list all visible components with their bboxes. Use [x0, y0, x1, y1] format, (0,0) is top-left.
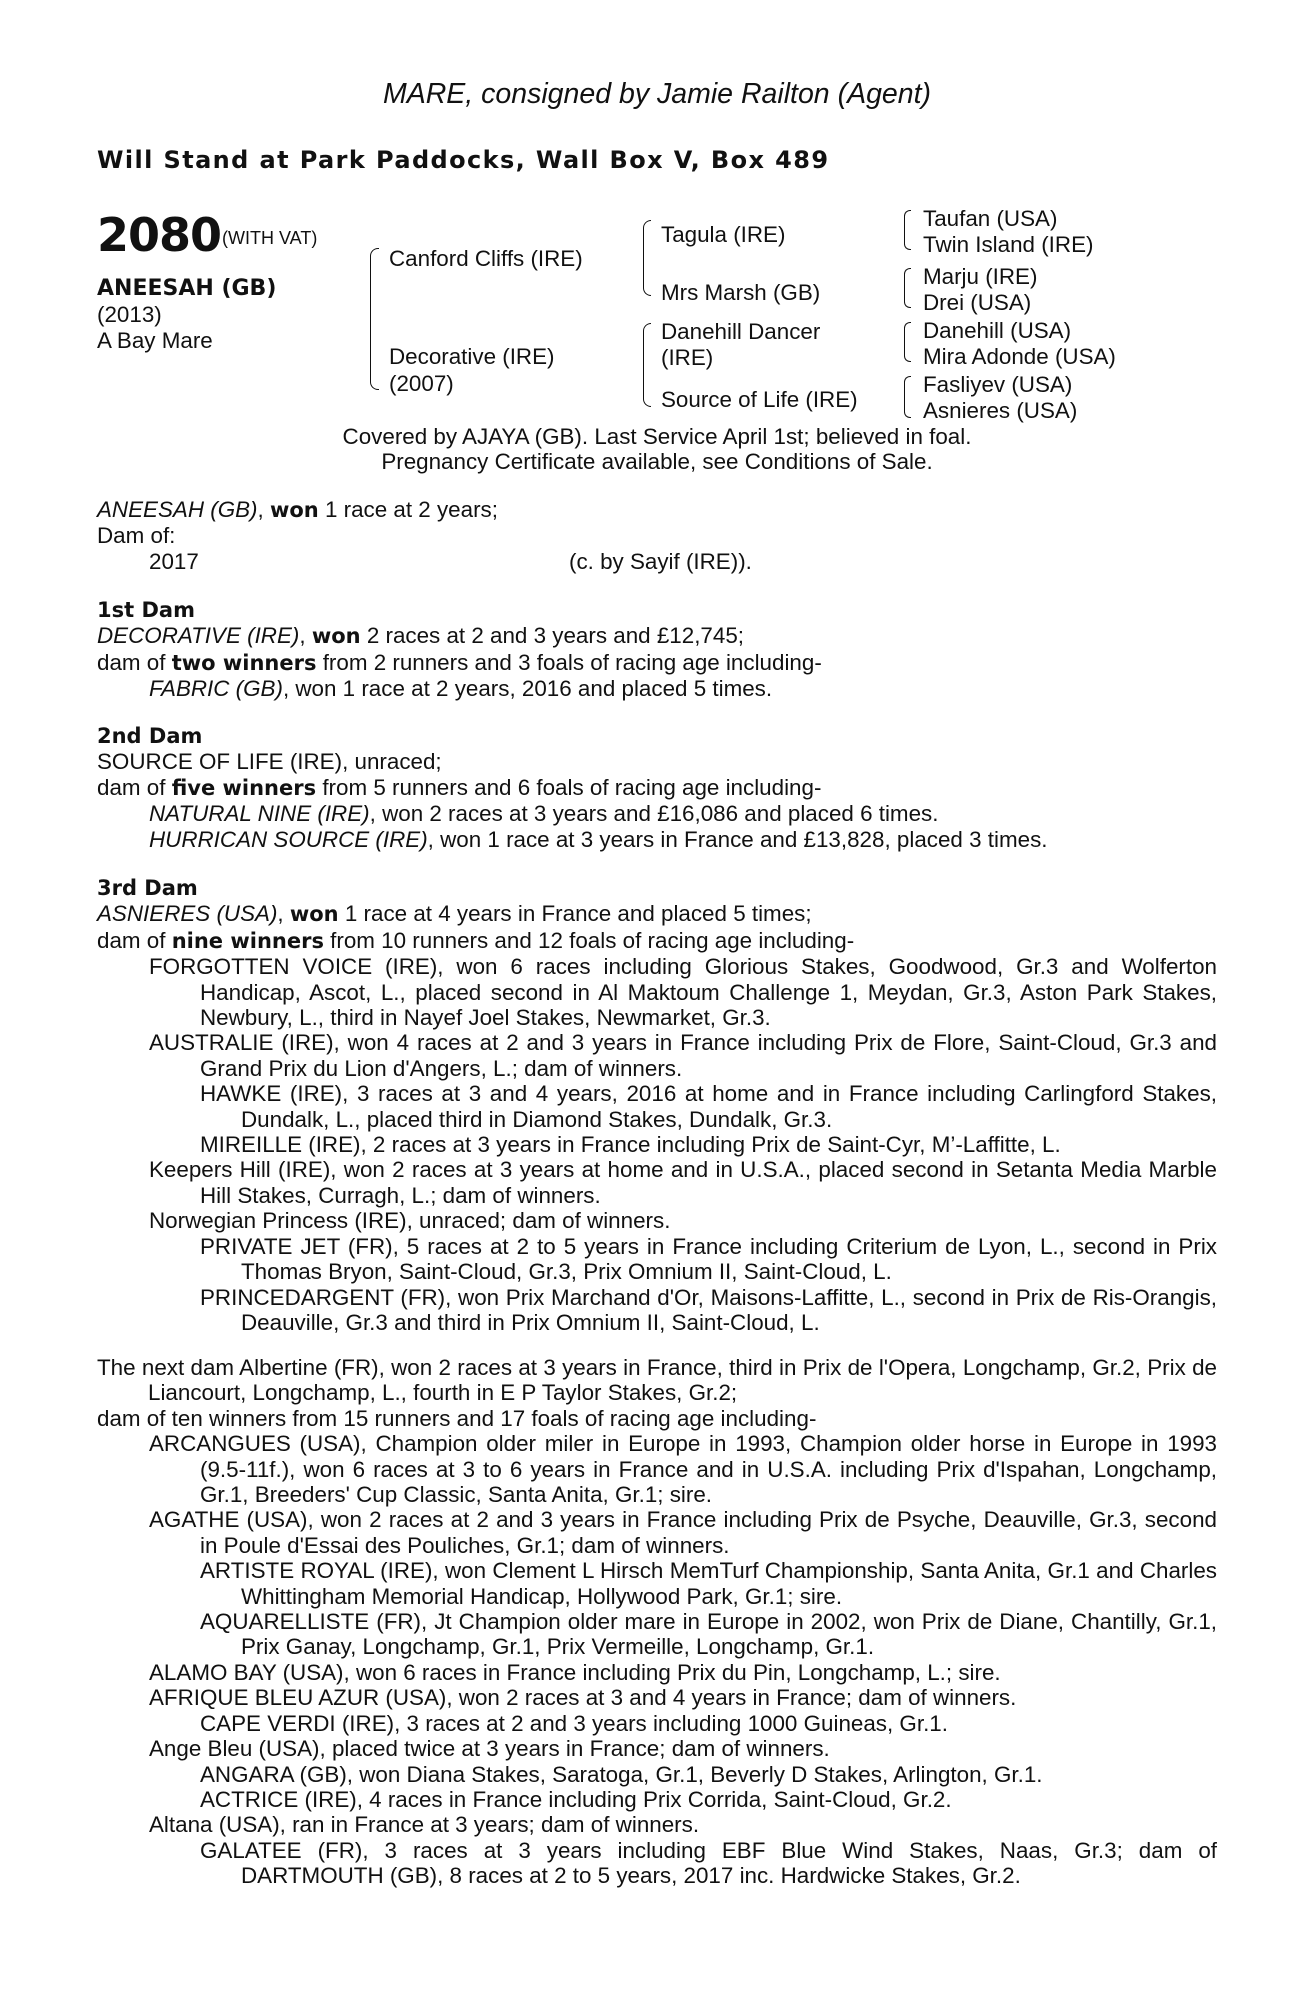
first-dam-runner-text: , won 1 race at 2 years, 2016 and placed 5 times.: [282, 676, 773, 702]
next-dam-runner-5: ALAMO BAY (USA), won 6 races in France including Prix du Pin, Longchamp, L.; sire.: [149, 1659, 1001, 1685]
sire-sire-sire: Taufan (USA): [923, 206, 1058, 231]
third-dam-name: ASNIERES (USA): [97, 901, 278, 927]
second-dam-winners: five winners: [171, 775, 317, 800]
dam-sire-line1: Danehill Dancer: [661, 319, 821, 344]
third-dam-section: 3rd Dam ASNIERES (USA), won 1 race at 4 years in France and placed 5 times; dam of nine winners from 10 runners and 12 foals of racing age including- FORGOTTEN VOICE (IRE), won 6 races including Glorious Stakes, Goodwood, Gr.3 and Wolferton Handicap, Ascot, L., placed second in Al Maktoum Challenge 1, Meydan, Gr.3, Aston Park Stakes, Newbury, L., third in Nayef Joel Stakes, Newmarket, Gr.3. AUSTRALIE (IRE), won 4 races at 2 and 3 years in France including Prix de Flore, Saint-Cloud, Gr.3 and Grand Prix du Lion d'Angers, L.; dam of winners. HAWKE (IRE), 3 races at 3 and 4 years, 2016 at home and in France including Carlingford Stakes, Dundalk, L., placed third in Diamond Stakes, Dundalk, Gr.3. MIREILLE (IRE), 2 races at 3 years in France including Prix de Saint-Cyr, M’-Laffitte, L. Keepers Hill (IRE), won 2 races at 3 years at home and in U.S.A., placed second in Setanta Media Marble Hill Stakes, Curragh, L.; dam of winners. Norwegian Princess (IRE), unraced; dam of winners. PRIVATE JET (FR), 5 races at 2 to 5 years in France including Criterium de Lyon, L., second in Prix Thomas Bryon, Saint-Cloud, Gr.3, Prix Omnium II, Saint-Cloud, L. PRINCEDARGENT (FR), won Prix Marchand d'Or, Maisons-Laffitte, L., second in Prix de Ris-Orangis, Deauville, Gr.3 and third in Prix Omnium II, Saint-Cloud, L.: [97, 876, 1217, 1335]
second-dam-pre: dam of: [97, 774, 172, 800]
second-dam-runner1-name: NATURAL NINE (IRE): [149, 801, 370, 827]
dam-dam: Source of Life (IRE): [661, 387, 858, 412]
stand-location: Will Stand at Park Paddocks, Wall Box V, Box 489: [97, 146, 830, 174]
horse-name: ANEESAH (GB): [97, 276, 277, 301]
produce-won: won: [269, 498, 319, 522]
sire-dam-sire: Marju (IRE): [923, 264, 1038, 289]
first-dam-pre: dam of: [97, 649, 172, 675]
first-dam-runner-name: FABRIC (GB): [149, 676, 283, 702]
third-dam-won: won: [289, 902, 339, 927]
third-dam-heading: 3rd Dam: [97, 876, 198, 900]
sire-dam-dam: Drei (USA): [923, 290, 1032, 315]
third-dam-runner-2: AUSTRALIE (IRE), won 4 races at 2 and 3 years in France including Prix de Flore, Saint-Cloud, Gr.3 and Grand Prix du Lion d'Angers, L.; dam of winners.: [149, 1030, 1217, 1081]
next-dam-intro: The next dam Albertine (FR), won 2 races at 3 years in France, third in Prix de l'Opera, Longchamp, Gr.2, Prix de Liancourt, Longchamp, L., fourth in E P Taylor Stakes, Gr.2;: [97, 1355, 1217, 1406]
third-dam-runner-8: PRINCEDARGENT (FR), won Prix Marchand d'Or, Maisons-Laffitte, L., second in Prix de Ris-Orangis, Deauville, Gr.3 and third in Prix Omnium II, Saint-Cloud, L.: [200, 1284, 1217, 1335]
third-dam-post: from 10 runners and 12 foals of racing age including-: [323, 927, 855, 953]
third-dam-runner-6: Norwegian Princess (IRE), unraced; dam of winners.: [149, 1208, 671, 1234]
second-dam-runner2-text: , won 1 race at 3 years in France and £13,828, placed 3 times.: [427, 826, 1048, 852]
second-dam-post: from 5 runners and 6 foals of racing age including-: [316, 774, 822, 800]
pedigree-brace-sire: [643, 220, 651, 296]
next-dam-runner-8: Ange Bleu (USA), placed twice at 3 years in France; dam of winners.: [149, 1736, 830, 1762]
second-dam-section: [97, 724, 1217, 852]
next-dam-runner-1: ARCANGUES (USA), Champion older miler in Europe in 1993, Champion older horse in Europe in 1993 (9.5-11f.), won 6 races at 3 to 6 years in France and in U.S.A. including Prix d'Ispahan, Longchamp, Gr.1, Breeders' Cup Classic, Santa Anita, Gr.1; sire.: [149, 1431, 1217, 1508]
sire-dam: Mrs Marsh (GB): [661, 280, 821, 305]
third-dam-winners: nine winners: [171, 928, 324, 953]
next-dam-runner-12: GALATEE (FR), 3 races at 3 years including EBF Blue Wind Stakes, Naas, Gr.3; dam of DARTMOUTH (GB), 8 races at 2 to 5 years, 2017 inc. Hardwicke Stakes, Gr.2.: [200, 1837, 1217, 1889]
produce-year: 2017: [149, 548, 199, 574]
pedigree-brace-main: [370, 248, 379, 390]
third-dam-record: 1 race at 4 years in France and placed 5 times;: [338, 901, 812, 927]
produce-section: ANEESAH (GB), won 1 race at 2 years; Dam of: 2017 (c. by Sayif (IRE)).: [97, 497, 1217, 574]
pedigree-brace-ds: [904, 322, 911, 362]
horse-description: A Bay Mare: [97, 328, 213, 353]
produce-foal: (c. by Sayif (IRE)).: [569, 548, 752, 574]
produce-record: 1 race at 2 years;: [318, 497, 498, 522]
next-dam-runner-11: Altana (USA), ran in France at 3 years; dam of winners.: [149, 1812, 700, 1838]
next-dam-runner-7: CAPE VERDI (IRE), 3 races at 2 and 3 years including 1000 Guineas, Gr.1.: [200, 1710, 948, 1736]
dam-dam-dam: Asnieres (USA): [923, 398, 1078, 423]
dam-sire-sire: Danehill (USA): [923, 318, 1072, 343]
next-dam-runner-2: AGATHE (USA), won 2 races at 2 and 3 years in France including Prix de Psyche, Deauville, Gr.3, second in Poule d'Essai des Pouliches, Gr.1; dam of winners.: [149, 1507, 1217, 1558]
next-dam-runner-10: ACTRICE (IRE), 4 races in France including Prix Corrida, Saint-Cloud, Gr.2.: [200, 1786, 952, 1812]
third-dam-runner-4: MIREILLE (IRE), 2 races at 3 years in France including Prix de Saint-Cyr, M’-Laffitte, L.: [200, 1132, 1061, 1158]
third-dam-runner-3: HAWKE (IRE), 3 races at 3 and 4 years, 2016 at home and in France including Carlingford Stakes, Dundalk, L., placed third in Diamond Stakes, Dundalk, Gr.3.: [200, 1081, 1217, 1132]
sire-sire-dam: Twin Island (IRE): [923, 232, 1094, 257]
dam-dam-sire: Fasliyev (USA): [923, 372, 1073, 397]
pedigree-brace-sd: [904, 268, 911, 308]
horse-year: (2013): [97, 302, 162, 327]
second-dam-heading: 2nd Dam: [97, 724, 203, 748]
dam-sire-dam: Mira Adonde (USA): [923, 344, 1116, 369]
next-dam-runner-3: ARTISTE ROYAL (IRE), won Clement L Hirsch MemTurf Championship, Santa Anita, Gr.1 and Charles Whittingham Memorial Handicap, Hollywood Park, Gr.1; sire.: [200, 1558, 1217, 1609]
next-dam-section: [97, 1355, 1217, 1889]
third-dam-pre: dam of: [97, 927, 172, 953]
first-dam-won: won: [311, 624, 361, 649]
first-dam-winners: two winners: [171, 650, 317, 675]
produce-name: ANEESAH (GB): [97, 497, 258, 522]
first-dam-section: 1st Dam DECORATIVE (IRE), won 2 races at 2 and 3 years and £12,745; dam of two winners from 2 runners and 3 foals of racing age including- FABRIC (GB), won 1 race at 2 years, 2016 and placed 5 times.: [97, 598, 1217, 702]
pedigree-brace-dd: [904, 376, 911, 418]
dam-year: (2007): [389, 371, 454, 396]
third-dam-runner-7: PRIVATE JET (FR), 5 races at 2 to 5 years in France including Criterium de Lyon, L., second in Prix Thomas Bryon, Saint-Cloud, Gr.3, Prix Omnium II, Saint-Cloud, L.: [200, 1233, 1217, 1285]
first-dam-name: DECORATIVE (IRE): [97, 623, 300, 649]
next-dam-runner-9: ANGARA (GB), won Diana Stakes, Saratoga, Gr.1, Beverly D Stakes, Arlington, Gr.1.: [200, 1761, 1043, 1787]
next-dam-runner-4: AQUARELLISTE (FR), Jt Champion older mare in Europe in 2002, won Prix de Diane, Chantilly, Gr.1, Prix Ganay, Longchamp, Gr.1, Prix Vermeille, Longchamp, Gr.1.: [200, 1609, 1217, 1660]
third-dam-runner-1: FORGOTTEN VOICE (IRE), won 6 races including Glorious Stakes, Goodwood, Gr.3 and Wolferton Handicap, Ascot, L., placed second in Al Maktoum Challenge 1, Meydan, Gr.3, Aston Park Stakes, Newbury, L., third in Nayef Joel Stakes, Newmarket, Gr.3.: [149, 954, 1217, 1031]
second-dam-runner1-text: , won 2 races at 3 years and £16,086 and placed 6 times.: [369, 801, 939, 827]
covered-line-2: Pregnancy Certificate available, see Conditions of Sale.: [381, 449, 933, 474]
first-dam-record: 2 races at 2 and 3 years and £12,745;: [360, 623, 744, 649]
dam-name: Decorative (IRE): [389, 344, 555, 369]
vat-label: (WITH VAT): [222, 228, 318, 248]
second-dam-name: SOURCE OF LIFE (IRE), unraced;: [97, 749, 442, 775]
second-dam-runner2-name: HURRICAN SOURCE (IRE): [149, 826, 428, 852]
covered-line-1: Covered by AJAYA (GB). Last Service April 1st; believed in foal.: [342, 424, 972, 449]
sire-sire: Tagula (IRE): [661, 222, 786, 247]
dam-sire-line2: (IRE): [661, 345, 714, 370]
next-dam-winners: dam of ten winners from 15 runners and 17 foals of racing age including-: [97, 1405, 817, 1431]
next-dam-runner-6: AFRIQUE BLEU AZUR (USA), won 2 races at 3 and 4 years in France; dam of winners.: [149, 1685, 1017, 1711]
third-dam-runner-5: Keepers Hill (IRE), won 2 races at 3 years at home and in U.S.A., placed second in Setanta Media Marble Hill Stakes, Curragh, L.; dam of winners.: [149, 1157, 1217, 1208]
pedigree-brace-dam: [643, 323, 651, 407]
lot-number: 2080: [97, 208, 222, 262]
page-title: MARE, consigned by Jamie Railton (Agent): [382, 78, 932, 110]
pedigree-brace-ss: [904, 210, 911, 250]
produce-dam-of: Dam of:: [97, 523, 176, 549]
first-dam-heading: 1st Dam: [97, 598, 195, 622]
sire-name: Canford Cliffs (IRE): [389, 246, 583, 271]
first-dam-post: from 2 runners and 3 foals of racing age including-: [316, 649, 822, 675]
